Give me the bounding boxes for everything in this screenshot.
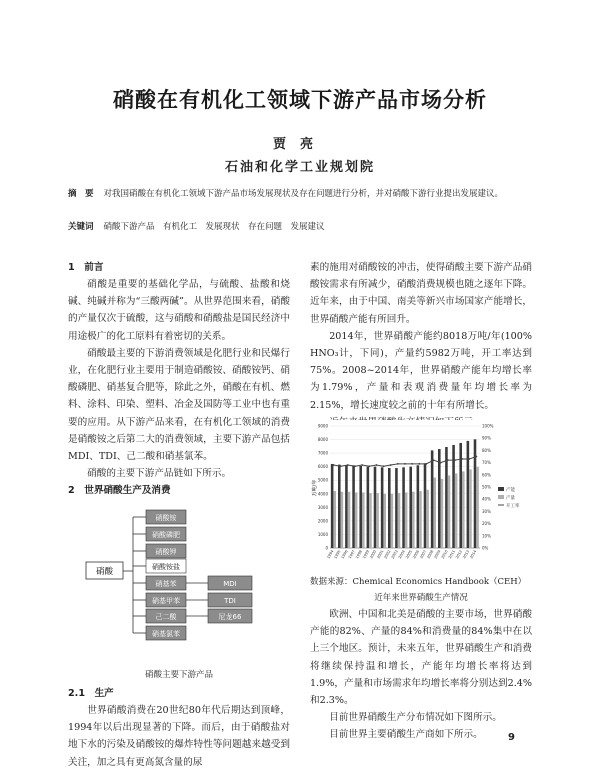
bar-output — [469, 469, 472, 548]
bar-capacity — [474, 439, 477, 548]
branch-node — [146, 576, 186, 590]
bar-capacity — [374, 467, 377, 548]
x-tick-label: 2000 — [369, 549, 378, 560]
bar-output — [419, 491, 422, 548]
branch-label: 己二酸 — [155, 613, 177, 621]
abstract-text: 对我国硝酸在有机化工领域下游产品市场发展现状及存在问题进行分析，并对硝酸下游行业提出发展建议。 — [103, 189, 504, 199]
y2-tick-label: 50% — [482, 484, 491, 490]
bar-output — [441, 479, 444, 548]
paragraph: 目前世界硝酸生产分布情况如下图所示。 — [329, 712, 502, 724]
section-2-heading: 2 世界硝酸生产及消费 — [68, 485, 171, 497]
bar-output — [341, 492, 344, 548]
bar-capacity — [381, 467, 384, 548]
utilization-point — [340, 465, 342, 467]
y2-tick-label: 100% — [482, 423, 494, 429]
bar-output — [362, 492, 365, 548]
bar-capacity — [402, 467, 405, 548]
product-label: 尼龙66 — [218, 613, 242, 621]
y-axis-label: 万吨/年 — [312, 479, 318, 497]
branch-label: 硝基甲苯 — [152, 597, 180, 605]
y-tick-label: 9000 — [317, 423, 328, 429]
x-tick-label: 2013 — [462, 549, 471, 560]
y-tick-label: 3000 — [317, 504, 328, 510]
section-21-heading: 2.1 生产 — [68, 688, 114, 699]
utilization-point — [468, 458, 470, 460]
author: 贾亮 — [272, 137, 327, 152]
x-tick-label: 1997 — [347, 549, 356, 560]
product-label: TDI — [224, 597, 236, 605]
section-1-heading: 1 前言 — [68, 262, 104, 273]
utilization-point — [404, 463, 406, 465]
y-tick-label: 6000 — [317, 464, 328, 470]
utilization-point — [411, 463, 413, 465]
utilization-point — [333, 464, 335, 466]
branch-node — [146, 510, 186, 524]
bar-output — [448, 475, 451, 548]
product-node — [208, 593, 252, 607]
legend-label: 开工率 — [506, 504, 520, 509]
utilization-point — [354, 465, 356, 467]
legend-label: 产能 — [506, 488, 515, 493]
bar-output — [433, 478, 436, 548]
abstract — [68, 187, 538, 201]
x-tick-label: 1994 — [326, 549, 335, 560]
utilization-point — [426, 463, 428, 465]
y-tick-label: 5000 — [317, 477, 328, 483]
right-column-top — [310, 259, 532, 431]
product-chain-diagram — [68, 505, 290, 665]
utilization-point — [368, 465, 370, 467]
keywords — [68, 220, 538, 234]
x-tick-label: 2010 — [440, 549, 449, 560]
x-tick-label: 2008 — [426, 549, 435, 560]
x-tick-label: 2007 — [419, 549, 428, 560]
root-label: 硝酸 — [95, 567, 114, 577]
product-node — [208, 609, 252, 623]
bar-output — [333, 491, 336, 548]
bar-capacity — [345, 465, 348, 548]
branch-label: 硝基氯苯 — [152, 630, 180, 638]
bar-capacity — [424, 463, 427, 548]
bar-output — [398, 493, 401, 548]
y2-tick-label: 0% — [482, 545, 489, 551]
utilization-point — [476, 456, 478, 458]
paragraph: 硝酸最主要的下游消费领域是化肥行业和民爆行业，在化肥行业主要用于制造硝酸铵、硝酸铵钙、硝酸磷肥、硝基复合肥等，除此之外，硝酸在有机、燃料、涂料、印染、塑料、冶金及国防等工业中也有重要的应用。从下游产品来看，在有机化工领域的消费是硝酸铵之后第二大的消费领域，主要下游产品包括MDI、TDI、己二酸和硝基氯苯。 — [68, 347, 290, 463]
utilization-point — [461, 458, 463, 460]
utilization-point — [447, 459, 449, 461]
bar-capacity — [338, 465, 341, 548]
bar-output — [348, 492, 351, 548]
utilization-point — [390, 464, 392, 466]
bar-output — [462, 471, 465, 548]
branch-node — [146, 527, 186, 541]
branch-label: 硝酸钾 — [155, 548, 177, 556]
y-tick-label: 8000 — [317, 437, 328, 443]
x-tick-label: 2014 — [469, 549, 478, 560]
x-tick-label: 2001 — [376, 549, 385, 560]
bar-capacity — [395, 468, 398, 548]
bar-capacity — [352, 465, 355, 548]
chart-caption: 近年来世界硝酸生产情况 — [374, 593, 468, 603]
branch-node — [146, 609, 186, 623]
x-tick-label: 2009 — [433, 549, 442, 560]
bar-capacity — [467, 441, 470, 548]
bar-capacity — [445, 447, 448, 548]
x-tick-label: 1995 — [333, 549, 342, 560]
paragraph: 世界硝酸消费在20世纪80年代后期达到顶峰，1994年以后出现显著的下降。而后，由于硝酸盐对地下水的污染及硝酸铵的爆炸特性等问题越来越受到关注，加之具有更高氮含量的尿 — [68, 705, 290, 768]
utilization-point — [376, 464, 378, 466]
bar-output — [476, 467, 479, 548]
x-tick-label: 1996 — [340, 549, 349, 560]
x-tick-label: 2011 — [447, 549, 456, 560]
y2-tick-label: 40% — [482, 496, 491, 502]
article-title: 硝酸在有机化工领域下游产品市场分析 — [113, 88, 487, 112]
bar-capacity — [331, 464, 334, 548]
bar-capacity — [388, 468, 391, 548]
y2-tick-label: 30% — [482, 508, 491, 514]
production-chart — [310, 420, 532, 570]
utilization-point — [347, 464, 349, 466]
bar-capacity — [438, 449, 441, 548]
x-tick-label: 2003 — [390, 549, 399, 560]
x-tick-label: 2012 — [454, 549, 464, 560]
utilization-point — [361, 464, 363, 466]
y-tick-label: 7000 — [317, 450, 328, 456]
paragraph: 硝酸是重要的基础化学品，与硫酸、盐酸和烧碱、纯碱并称为“三酸两碱”。从世界范围来看，硝酸的产量仅次于硫酸，这与硝酸和硝酸盐是国民经济中用途极广的化工原料有着密切的关系。 — [68, 279, 290, 342]
x-tick-label: 2006 — [412, 549, 421, 560]
bar-output — [383, 494, 386, 548]
left-column-top — [68, 259, 290, 499]
branch-label: 硝酸铵 — [155, 514, 177, 522]
chart-source: 数据来源：Chemical Economics Handbook（CEH） — [310, 577, 527, 587]
product-label: MDI — [223, 580, 237, 588]
y-tick-label: 4000 — [317, 491, 328, 497]
bar-capacity — [417, 465, 420, 548]
bar-output — [426, 490, 429, 548]
paragraph: 欧洲、中国和北美是硝酸的主要市场，世界硝酸产能的82%、产量的84%和消费量的84%集中在以上三个地区。预计，未来五年，世界硝酸生产和消费将继续保持温和增长，产能年均增长率将达到1.9%，产量和市场需求年均增长率将分别达到2.4%和2.3%。 — [310, 609, 532, 707]
legend-swatch — [498, 495, 504, 499]
paragraph: 素的施用对硝酸铵的冲击，使得硝酸主要下游产品硝酸铵需求有所减少，硝酸消费规模也随之逐年下降。近年来，由于中国、南美等新兴市场国家产能增长，世界硝酸产能有所回升。 — [310, 262, 532, 325]
branch-label: 硝基苯 — [155, 580, 177, 588]
bar-capacity — [431, 450, 434, 548]
x-tick-label: 2005 — [404, 549, 414, 560]
branch-node — [146, 593, 186, 607]
x-tick-label: 1998 — [354, 549, 364, 560]
bar-output — [376, 493, 379, 548]
bar-capacity — [409, 467, 412, 548]
bar-output — [355, 492, 358, 548]
left-column-bottom — [68, 685, 290, 771]
x-tick-label: 2004 — [397, 549, 406, 560]
y2-tick-label: 20% — [482, 521, 491, 527]
y2-tick-label: 70% — [482, 460, 491, 466]
x-tick-label: 2002 — [383, 549, 392, 560]
bar-output — [455, 473, 458, 548]
keywords-label: 关键词 — [68, 222, 94, 232]
y-tick-label: 2000 — [317, 518, 328, 524]
y-tick-label: 0 — [325, 545, 328, 551]
bar-output — [405, 492, 408, 548]
paragraph: 2014年，世界硝酸产能约8018万吨/年(100% HNO₃计，下同)，产量约5982万吨，开工率达到75%。2008~2014年，世界硝酸产能年均增长率为1.79%，产量和表观消费量年均增长率为2.15%，增长速度较之前的十年有所增长。 — [310, 330, 532, 411]
y2-tick-label: 90% — [482, 435, 491, 441]
x-tick-label: 1999 — [362, 549, 371, 560]
bar-capacity — [359, 466, 362, 548]
legend-swatch — [498, 487, 504, 491]
branch-node — [146, 559, 186, 573]
utilization-point — [454, 459, 456, 461]
branch-label: 硝酸铵盐 — [152, 563, 180, 571]
utilization-point — [433, 459, 435, 461]
affiliation: 石油和化学工业规划院 — [224, 160, 375, 175]
utilization-point — [397, 463, 399, 465]
bar-output — [369, 493, 372, 548]
page-number: 9 — [508, 732, 515, 743]
paragraph: 硝酸的主要下游产品链如下所示。 — [87, 468, 232, 480]
y2-tick-label: 10% — [482, 533, 491, 539]
branch-node — [146, 626, 186, 640]
bar-output — [391, 494, 394, 548]
y-tick-label: 1000 — [317, 531, 328, 537]
product-node — [208, 576, 252, 590]
utilization-point — [440, 462, 442, 464]
y2-tick-label: 60% — [482, 472, 491, 478]
diagram-caption: 硝酸主要下游产品 — [144, 670, 213, 680]
keywords-text: 硝酸下游产品 有机化工 发展现状 存在问题 发展建议 — [103, 222, 325, 232]
right-column-bottom — [310, 606, 532, 744]
bar-capacity — [367, 467, 370, 548]
utilization-point — [383, 465, 385, 467]
abstract-label: 摘 要 — [68, 189, 94, 199]
y2-tick-label: 80% — [482, 447, 491, 453]
branch-label: 硝酸磷肥 — [152, 531, 180, 539]
utilization-point — [418, 463, 420, 465]
paragraph: 目前世界主要硝酸生产商如下所示。 — [329, 729, 483, 741]
branch-node — [146, 544, 186, 558]
legend-label: 产量 — [506, 496, 515, 501]
bar-output — [412, 492, 415, 548]
